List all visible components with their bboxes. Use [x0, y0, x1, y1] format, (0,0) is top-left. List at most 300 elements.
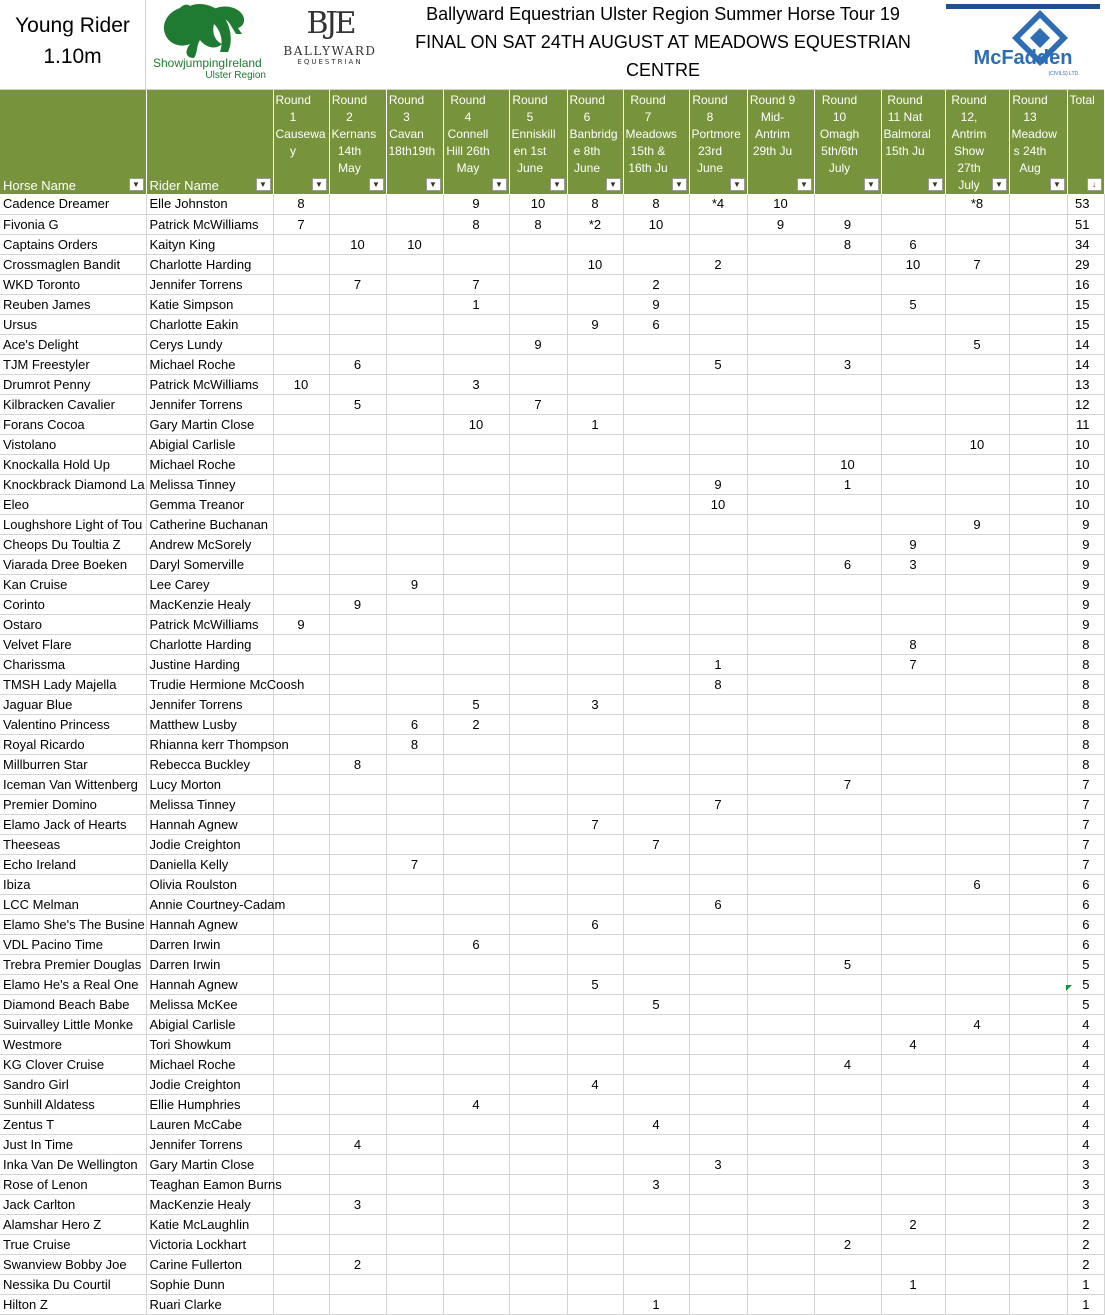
round-score-cell[interactable]: 6	[689, 894, 747, 914]
round-score-cell[interactable]	[1009, 1154, 1067, 1174]
horse-name-cell[interactable]: Inka Van De Wellington	[0, 1154, 146, 1174]
round-score-cell[interactable]	[881, 334, 945, 354]
round-score-cell[interactable]	[273, 694, 329, 714]
header-round-3[interactable]	[386, 90, 443, 194]
round-score-cell[interactable]	[623, 654, 689, 674]
round-score-cell[interactable]: 2	[623, 274, 689, 294]
round-score-cell[interactable]	[509, 414, 567, 434]
header-round-8[interactable]	[689, 90, 747, 194]
round-score-cell[interactable]	[1009, 834, 1067, 854]
round-score-cell[interactable]	[1009, 554, 1067, 574]
round-score-cell[interactable]	[567, 854, 623, 874]
round-score-cell[interactable]	[1009, 954, 1067, 974]
round-score-cell[interactable]	[509, 774, 567, 794]
round-score-cell[interactable]	[567, 874, 623, 894]
round-score-cell[interactable]: 7	[689, 794, 747, 814]
rider-name-cell[interactable]: Andrew McSorely	[146, 534, 273, 554]
rider-name-cell[interactable]: Hannah Agnew	[146, 974, 273, 994]
round-score-cell[interactable]	[329, 1294, 386, 1314]
round-score-cell[interactable]	[386, 454, 443, 474]
round-score-cell[interactable]	[329, 254, 386, 274]
round-score-cell[interactable]	[814, 1274, 881, 1294]
round-score-cell[interactable]	[689, 754, 747, 774]
round-score-cell[interactable]	[814, 1294, 881, 1314]
round-score-cell[interactable]	[509, 1074, 567, 1094]
round-score-cell[interactable]	[814, 614, 881, 634]
round-score-cell[interactable]	[747, 594, 814, 614]
total-cell[interactable]: 15	[1067, 294, 1104, 314]
round-score-cell[interactable]	[1009, 1134, 1067, 1154]
round-score-cell[interactable]	[747, 354, 814, 374]
round-score-cell[interactable]	[747, 1074, 814, 1094]
round-score-cell[interactable]	[623, 1274, 689, 1294]
round-score-cell[interactable]	[689, 634, 747, 654]
horse-name-cell[interactable]: Royal Ricardo	[0, 734, 146, 754]
horse-name-cell[interactable]: Ibiza	[0, 874, 146, 894]
round-score-cell[interactable]	[623, 1234, 689, 1254]
round-score-cell[interactable]	[945, 674, 1009, 694]
round-score-cell[interactable]	[945, 994, 1009, 1014]
round-score-cell[interactable]: 6	[945, 874, 1009, 894]
horse-name-cell[interactable]: Ace's Delight	[0, 334, 146, 354]
round-score-cell[interactable]	[443, 254, 509, 274]
round-score-cell[interactable]	[273, 874, 329, 894]
horse-name-cell[interactable]: True Cruise	[0, 1234, 146, 1254]
round-score-cell[interactable]	[747, 954, 814, 974]
round-score-cell[interactable]	[273, 774, 329, 794]
round-score-cell[interactable]	[814, 294, 881, 314]
round-score-cell[interactable]	[689, 874, 747, 894]
round-score-cell[interactable]	[386, 1014, 443, 1034]
round-score-cell[interactable]	[386, 1034, 443, 1054]
round-score-cell[interactable]	[881, 1154, 945, 1174]
round-score-cell[interactable]	[881, 674, 945, 694]
round-score-cell[interactable]	[689, 534, 747, 554]
round-score-cell[interactable]	[814, 794, 881, 814]
rider-name-cell[interactable]: Jennifer Torrens	[146, 694, 273, 714]
round-score-cell[interactable]	[945, 734, 1009, 754]
round-score-cell[interactable]	[881, 1014, 945, 1034]
round-score-cell[interactable]	[689, 1094, 747, 1114]
round-score-cell[interactable]	[509, 794, 567, 814]
round-score-cell[interactable]	[814, 714, 881, 734]
horse-name-cell[interactable]: Valentino Princess	[0, 714, 146, 734]
round-score-cell[interactable]	[689, 574, 747, 594]
round-score-cell[interactable]: 8	[567, 194, 623, 214]
rider-name-cell[interactable]: Melissa Tinney	[146, 794, 273, 814]
round-score-cell[interactable]: 10	[689, 494, 747, 514]
round-score-cell[interactable]	[945, 494, 1009, 514]
round-score-cell[interactable]: 10	[945, 434, 1009, 454]
rider-name-cell[interactable]: Patrick McWilliams	[146, 374, 273, 394]
round-score-cell[interactable]: 10	[881, 254, 945, 274]
round-score-cell[interactable]	[814, 574, 881, 594]
header-round-6[interactable]	[567, 90, 623, 194]
round-score-cell[interactable]	[945, 534, 1009, 554]
round-score-cell[interactable]	[509, 1094, 567, 1114]
horse-name-cell[interactable]: Ostaro	[0, 614, 146, 634]
round-score-cell[interactable]	[509, 554, 567, 574]
round-score-cell[interactable]	[329, 1074, 386, 1094]
round-score-cell[interactable]	[623, 814, 689, 834]
round-score-cell[interactable]	[386, 194, 443, 214]
horse-name-cell[interactable]: Vistolano	[0, 434, 146, 454]
round-score-cell[interactable]	[386, 774, 443, 794]
round-score-cell[interactable]: 3	[329, 1194, 386, 1214]
round-score-cell[interactable]	[623, 434, 689, 454]
round-score-cell[interactable]	[329, 654, 386, 674]
round-score-cell[interactable]	[1009, 594, 1067, 614]
round-score-cell[interactable]	[689, 234, 747, 254]
round-score-cell[interactable]	[945, 654, 1009, 674]
round-score-cell[interactable]	[273, 434, 329, 454]
round-score-cell[interactable]	[689, 1054, 747, 1074]
round-score-cell[interactable]	[443, 914, 509, 934]
round-score-cell[interactable]	[567, 334, 623, 354]
round-score-cell[interactable]: 10	[273, 374, 329, 394]
round-score-cell[interactable]	[567, 494, 623, 514]
filter-dropdown-icon[interactable]: ▼	[928, 178, 943, 191]
rider-name-cell[interactable]: Patrick McWilliams	[146, 214, 273, 234]
round-score-cell[interactable]	[443, 614, 509, 634]
round-score-cell[interactable]	[509, 234, 567, 254]
round-score-cell[interactable]: 6	[623, 314, 689, 334]
rider-name-cell[interactable]: Gemma Treanor	[146, 494, 273, 514]
round-score-cell[interactable]	[1009, 374, 1067, 394]
round-score-cell[interactable]: 9	[567, 314, 623, 334]
round-score-cell[interactable]	[386, 354, 443, 374]
round-score-cell[interactable]	[945, 1054, 1009, 1074]
header-total[interactable]	[1067, 90, 1104, 194]
round-score-cell[interactable]	[747, 734, 814, 754]
round-score-cell[interactable]	[747, 334, 814, 354]
round-score-cell[interactable]	[747, 894, 814, 914]
round-score-cell[interactable]	[623, 1254, 689, 1274]
header-rider-name[interactable]	[146, 90, 273, 194]
rider-name-cell[interactable]: Abigial Carlisle	[146, 434, 273, 454]
rider-name-cell[interactable]: Rhianna kerr Thompson	[146, 734, 273, 754]
rider-name-cell[interactable]: Charlotte Harding	[146, 634, 273, 654]
round-score-cell[interactable]	[881, 354, 945, 374]
round-score-cell[interactable]	[881, 1194, 945, 1214]
round-score-cell[interactable]	[273, 1234, 329, 1254]
round-score-cell[interactable]	[814, 1094, 881, 1114]
round-score-cell[interactable]: 7	[386, 854, 443, 874]
round-score-cell[interactable]: 5	[814, 954, 881, 974]
rider-name-cell[interactable]: Michael Roche	[146, 1054, 273, 1074]
round-score-cell[interactable]	[623, 794, 689, 814]
horse-name-cell[interactable]: LCC Melman	[0, 894, 146, 914]
rider-name-cell[interactable]: Olivia Roulston	[146, 874, 273, 894]
round-score-cell[interactable]	[443, 314, 509, 334]
round-score-cell[interactable]	[747, 1014, 814, 1034]
horse-name-cell[interactable]: Suirvalley Little Monke	[0, 1014, 146, 1034]
round-score-cell[interactable]	[747, 854, 814, 874]
round-score-cell[interactable]	[945, 394, 1009, 414]
round-score-cell[interactable]	[509, 1014, 567, 1034]
round-score-cell[interactable]	[881, 734, 945, 754]
rider-name-cell[interactable]: Melissa McKee	[146, 994, 273, 1014]
round-score-cell[interactable]	[881, 1054, 945, 1074]
round-score-cell[interactable]	[273, 634, 329, 654]
round-score-cell[interactable]	[689, 274, 747, 294]
total-cell[interactable]: 1	[1067, 1294, 1104, 1314]
round-score-cell[interactable]	[814, 374, 881, 394]
round-score-cell[interactable]	[273, 1294, 329, 1314]
round-score-cell[interactable]: 6	[881, 234, 945, 254]
round-score-cell[interactable]	[881, 814, 945, 834]
horse-name-cell[interactable]: Elamo She's The Busine	[0, 914, 146, 934]
round-score-cell[interactable]	[386, 534, 443, 554]
round-score-cell[interactable]	[443, 574, 509, 594]
round-score-cell[interactable]	[273, 1194, 329, 1214]
total-cell[interactable]: 5	[1067, 974, 1104, 994]
round-score-cell[interactable]	[273, 234, 329, 254]
rider-name-cell[interactable]: Jodie Creighton	[146, 1074, 273, 1094]
round-score-cell[interactable]	[945, 454, 1009, 474]
rider-name-cell[interactable]: Abigial Carlisle	[146, 1014, 273, 1034]
round-score-cell[interactable]	[814, 1034, 881, 1054]
round-score-cell[interactable]	[623, 954, 689, 974]
round-score-cell[interactable]	[443, 454, 509, 474]
round-score-cell[interactable]	[509, 674, 567, 694]
total-cell[interactable]: 16	[1067, 274, 1104, 294]
round-score-cell[interactable]	[1009, 674, 1067, 694]
round-score-cell[interactable]	[386, 334, 443, 354]
round-score-cell[interactable]	[509, 454, 567, 474]
total-cell[interactable]: 6	[1067, 914, 1104, 934]
round-score-cell[interactable]	[443, 474, 509, 494]
round-score-cell[interactable]	[509, 514, 567, 534]
round-score-cell[interactable]: 5	[623, 994, 689, 1014]
horse-name-cell[interactable]: Cheops Du Toultia Z	[0, 534, 146, 554]
round-score-cell[interactable]	[273, 1014, 329, 1034]
header-round-4[interactable]	[443, 90, 509, 194]
round-score-cell[interactable]	[623, 574, 689, 594]
round-score-cell[interactable]: 10	[623, 214, 689, 234]
round-score-cell[interactable]	[273, 474, 329, 494]
round-score-cell[interactable]	[747, 574, 814, 594]
round-score-cell[interactable]	[1009, 234, 1067, 254]
round-score-cell[interactable]	[945, 1034, 1009, 1054]
round-score-cell[interactable]	[329, 434, 386, 454]
header-round-10[interactable]	[814, 90, 881, 194]
round-score-cell[interactable]	[329, 314, 386, 334]
round-score-cell[interactable]	[945, 954, 1009, 974]
round-score-cell[interactable]	[329, 794, 386, 814]
round-score-cell[interactable]: 2	[814, 1234, 881, 1254]
round-score-cell[interactable]	[747, 714, 814, 734]
round-score-cell[interactable]	[689, 434, 747, 454]
round-score-cell[interactable]	[386, 514, 443, 534]
round-score-cell[interactable]	[1009, 494, 1067, 514]
round-score-cell[interactable]	[747, 474, 814, 494]
round-score-cell[interactable]	[509, 874, 567, 894]
round-score-cell[interactable]	[747, 254, 814, 274]
total-cell[interactable]: 3	[1067, 1154, 1104, 1174]
round-score-cell[interactable]	[1009, 1074, 1067, 1094]
round-score-cell[interactable]	[623, 894, 689, 914]
round-score-cell[interactable]: *2	[567, 214, 623, 234]
horse-name-cell[interactable]: Elamo He's a Real One	[0, 974, 146, 994]
round-score-cell[interactable]	[443, 654, 509, 674]
round-score-cell[interactable]	[443, 794, 509, 814]
round-score-cell[interactable]	[747, 374, 814, 394]
round-score-cell[interactable]	[509, 1034, 567, 1054]
round-score-cell[interactable]	[747, 434, 814, 454]
round-score-cell[interactable]	[814, 414, 881, 434]
round-score-cell[interactable]	[814, 274, 881, 294]
round-score-cell[interactable]	[443, 734, 509, 754]
rider-name-cell[interactable]: Elle Johnston	[146, 194, 273, 214]
round-score-cell[interactable]	[814, 1074, 881, 1094]
round-score-cell[interactable]: 10	[567, 254, 623, 274]
round-score-cell[interactable]	[747, 774, 814, 794]
round-score-cell[interactable]	[689, 1254, 747, 1274]
round-score-cell[interactable]	[273, 1274, 329, 1294]
round-score-cell[interactable]	[509, 1214, 567, 1234]
round-score-cell[interactable]	[881, 214, 945, 234]
round-score-cell[interactable]	[623, 334, 689, 354]
round-score-cell[interactable]	[945, 894, 1009, 914]
total-cell[interactable]: 7	[1067, 814, 1104, 834]
round-score-cell[interactable]	[1009, 294, 1067, 314]
round-score-cell[interactable]	[1009, 614, 1067, 634]
round-score-cell[interactable]	[814, 1214, 881, 1234]
round-score-cell[interactable]	[747, 554, 814, 574]
round-score-cell[interactable]	[814, 1014, 881, 1034]
round-score-cell[interactable]	[747, 614, 814, 634]
round-score-cell[interactable]	[814, 1134, 881, 1154]
round-score-cell[interactable]	[386, 834, 443, 854]
rider-name-cell[interactable]: Patrick McWilliams	[146, 614, 273, 634]
round-score-cell[interactable]	[945, 694, 1009, 714]
round-score-cell[interactable]	[747, 514, 814, 534]
round-score-cell[interactable]: 7	[623, 834, 689, 854]
round-score-cell[interactable]	[567, 574, 623, 594]
total-cell[interactable]: 9	[1067, 594, 1104, 614]
round-score-cell[interactable]	[329, 814, 386, 834]
rider-name-cell[interactable]: Cerys Lundy	[146, 334, 273, 354]
round-score-cell[interactable]	[509, 1294, 567, 1314]
total-cell[interactable]: 51	[1067, 214, 1104, 234]
round-score-cell[interactable]	[386, 554, 443, 574]
round-score-cell[interactable]	[814, 974, 881, 994]
round-score-cell[interactable]: 4	[443, 1094, 509, 1114]
rider-name-cell[interactable]: MacKenzie Healy	[146, 594, 273, 614]
round-score-cell[interactable]	[443, 1174, 509, 1194]
round-score-cell[interactable]	[747, 1194, 814, 1214]
round-score-cell[interactable]	[386, 794, 443, 814]
horse-name-cell[interactable]: Ursus	[0, 314, 146, 334]
round-score-cell[interactable]	[443, 974, 509, 994]
round-score-cell[interactable]: 9	[881, 534, 945, 554]
round-score-cell[interactable]	[386, 634, 443, 654]
rider-name-cell[interactable]: Katie McLaughlin	[146, 1214, 273, 1234]
round-score-cell[interactable]: 8	[509, 214, 567, 234]
round-score-cell[interactable]	[567, 1214, 623, 1234]
round-score-cell[interactable]: 9	[443, 194, 509, 214]
round-score-cell[interactable]	[329, 334, 386, 354]
round-score-cell[interactable]: 5	[945, 334, 1009, 354]
round-score-cell[interactable]	[881, 454, 945, 474]
round-score-cell[interactable]	[689, 554, 747, 574]
round-score-cell[interactable]	[509, 1134, 567, 1154]
round-score-cell[interactable]	[747, 794, 814, 814]
horse-name-cell[interactable]: Crossmaglen Bandit	[0, 254, 146, 274]
round-score-cell[interactable]	[623, 374, 689, 394]
round-score-cell[interactable]	[881, 1094, 945, 1114]
round-score-cell[interactable]	[945, 934, 1009, 954]
round-score-cell[interactable]	[329, 454, 386, 474]
horse-name-cell[interactable]: Nessika Du Courtil	[0, 1274, 146, 1294]
round-score-cell[interactable]	[1009, 194, 1067, 214]
round-score-cell[interactable]	[567, 514, 623, 534]
round-score-cell[interactable]	[623, 754, 689, 774]
total-cell[interactable]: 2	[1067, 1234, 1104, 1254]
round-score-cell[interactable]	[443, 994, 509, 1014]
round-score-cell[interactable]	[567, 754, 623, 774]
round-score-cell[interactable]	[386, 474, 443, 494]
round-score-cell[interactable]	[567, 474, 623, 494]
round-score-cell[interactable]	[945, 714, 1009, 734]
round-score-cell[interactable]	[814, 534, 881, 554]
filter-dropdown-icon[interactable]: ▼	[1050, 178, 1065, 191]
round-score-cell[interactable]	[386, 1054, 443, 1074]
rider-name-cell[interactable]: Hannah Agnew	[146, 814, 273, 834]
round-score-cell[interactable]	[814, 334, 881, 354]
round-score-cell[interactable]	[443, 774, 509, 794]
round-score-cell[interactable]	[623, 734, 689, 754]
round-score-cell[interactable]: *8	[945, 194, 1009, 214]
round-score-cell[interactable]	[1009, 754, 1067, 774]
round-score-cell[interactable]	[623, 614, 689, 634]
round-score-cell[interactable]	[273, 274, 329, 294]
round-score-cell[interactable]	[567, 674, 623, 694]
round-score-cell[interactable]	[945, 1114, 1009, 1134]
round-score-cell[interactable]	[329, 714, 386, 734]
round-score-cell[interactable]	[814, 854, 881, 874]
rider-name-cell[interactable]: Hannah Agnew	[146, 914, 273, 934]
round-score-cell[interactable]	[567, 1234, 623, 1254]
round-score-cell[interactable]	[509, 634, 567, 654]
rider-name-cell[interactable]: Katie Simpson	[146, 294, 273, 314]
round-score-cell[interactable]	[689, 1234, 747, 1254]
round-score-cell[interactable]	[1009, 314, 1067, 334]
round-score-cell[interactable]	[386, 814, 443, 834]
round-score-cell[interactable]	[881, 374, 945, 394]
round-score-cell[interactable]: 9	[747, 214, 814, 234]
round-score-cell[interactable]: 10	[747, 194, 814, 214]
round-score-cell[interactable]	[623, 674, 689, 694]
round-score-cell[interactable]	[623, 534, 689, 554]
round-score-cell[interactable]	[1009, 634, 1067, 654]
round-score-cell[interactable]	[273, 1094, 329, 1114]
round-score-cell[interactable]	[273, 1254, 329, 1274]
round-score-cell[interactable]	[747, 394, 814, 414]
round-score-cell[interactable]	[881, 314, 945, 334]
round-score-cell[interactable]	[567, 594, 623, 614]
round-score-cell[interactable]	[945, 1134, 1009, 1154]
round-score-cell[interactable]	[747, 294, 814, 314]
header-round-5[interactable]	[509, 90, 567, 194]
rider-name-cell[interactable]: Kaityn King	[146, 234, 273, 254]
round-score-cell[interactable]	[509, 614, 567, 634]
horse-name-cell[interactable]: Charissma	[0, 654, 146, 674]
round-score-cell[interactable]	[386, 294, 443, 314]
round-score-cell[interactable]	[329, 774, 386, 794]
round-score-cell[interactable]: 6	[329, 354, 386, 374]
